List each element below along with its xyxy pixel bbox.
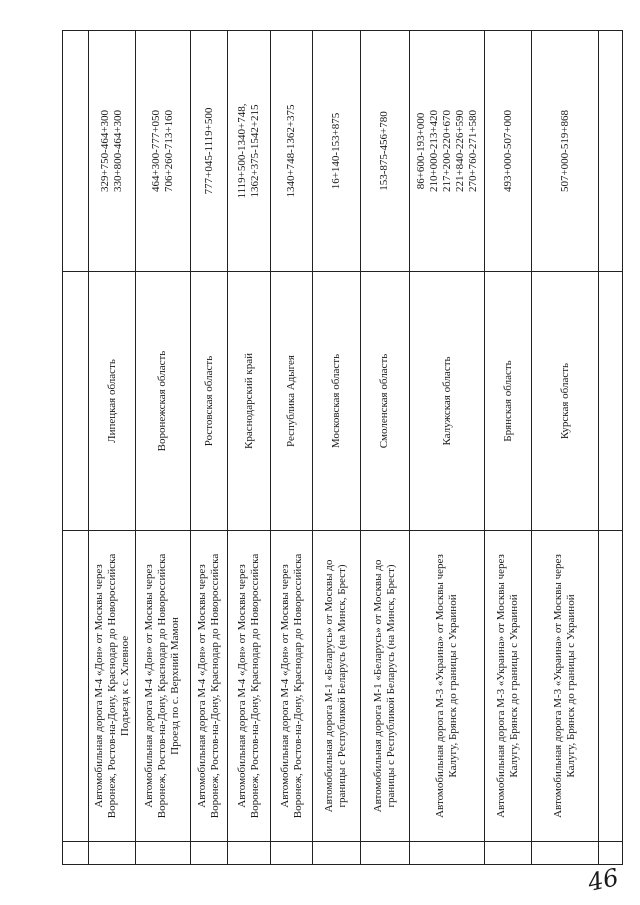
road-name-cell xyxy=(135,531,190,842)
km-range-line: 507+000-519+868 xyxy=(558,109,571,193)
km-range-line: 464+300-777+050 xyxy=(149,109,162,193)
road-name-line: Калугу, Брянск до границы с Украиной xyxy=(565,594,578,778)
table-row xyxy=(135,31,190,865)
km-range-line: 330+800-464+300 xyxy=(112,109,125,193)
km-range-cell xyxy=(271,31,313,272)
road-name-line: Автомобильная дорога М-4 «Дон» от Москвы через xyxy=(196,564,209,808)
road-name-line: Автомобильная дорога М-4 «Дон» от Москвы через xyxy=(278,564,291,808)
row-number-cell xyxy=(410,842,485,865)
km-range-line: 217+200-220+670 xyxy=(440,109,453,193)
table-row xyxy=(532,31,598,865)
km-range-line: 1362+375-1542+215 xyxy=(249,104,262,198)
rotated-table-frame xyxy=(62,30,623,865)
road-name-line: Автомобильная дорога М-3 «Украина» от Москвы через xyxy=(495,554,508,818)
row-number-cell xyxy=(532,842,598,865)
row-number-cell xyxy=(135,842,190,865)
road-name-cell xyxy=(360,531,410,842)
road-name-line: Воронеж, Ростов-на-Дону, Краснодар до Новороссийска xyxy=(105,553,118,819)
region-cell: Брянская область xyxy=(485,272,532,531)
km-range-cell xyxy=(228,31,271,272)
road-name-line: Автомобильная дорога М-3 «Украина» от Москвы через xyxy=(434,554,447,818)
km-range-cell xyxy=(485,31,532,272)
road-name-cell xyxy=(313,531,360,842)
road-name-line: границы с Республикой Беларусь (на Минск, Брест) xyxy=(384,564,397,808)
km-range-cell xyxy=(532,31,598,272)
km-range-cell xyxy=(190,31,227,272)
region-cell: Московская область xyxy=(313,272,360,531)
km-range-line: 706+260-713+160 xyxy=(162,109,175,193)
table-row xyxy=(360,31,410,865)
km-range-cell xyxy=(313,31,360,272)
road-name-line: Автомобильная дорога М-4 «Дон» от Москвы через xyxy=(92,564,105,808)
road-name-cell xyxy=(228,531,271,842)
row-number-cell xyxy=(228,842,271,865)
road-name-line: Автомобильная дорога М-3 «Украина» от Москвы через xyxy=(552,554,565,818)
region-cell: Курская область xyxy=(532,272,598,531)
region-cell: Краснодарский край xyxy=(228,272,271,531)
roads-table xyxy=(62,30,623,865)
table-row-bottom-stub xyxy=(598,31,622,865)
region-cell: Республика Адыгея xyxy=(271,272,313,531)
road-name-line: границы с Республикой Беларусь (на Минск, Брест) xyxy=(336,564,349,808)
table-row xyxy=(313,31,360,865)
road-name-cell xyxy=(410,531,485,842)
table-row xyxy=(485,31,532,865)
row-number-cell xyxy=(360,842,410,865)
road-name-line: Воронеж, Ростов-на-Дону, Краснодар до Новороссийска xyxy=(249,553,262,819)
km-range-line: 1119+500-1340+748, xyxy=(236,103,249,199)
km-range-line: 777+045-1119+500 xyxy=(202,107,215,195)
road-name-line: Калугу, Брянск до границы с Украиной xyxy=(508,594,521,778)
road-name-line: Воронеж, Ростов-на-Дону, Краснодар до Новороссийска xyxy=(156,553,169,819)
road-name-line: Калугу, Брянск до границы с Украиной xyxy=(447,594,460,778)
km-range-cell xyxy=(135,31,190,272)
table-row-top-stub xyxy=(63,31,89,865)
row-number-cell xyxy=(89,842,135,865)
row-number-cell xyxy=(190,842,227,865)
road-name-cell xyxy=(485,531,532,842)
handwritten-page-number: 46 xyxy=(585,863,622,897)
region-cell: Воронежская область xyxy=(135,272,190,531)
row-number-cell xyxy=(485,842,532,865)
road-name-line: Воронеж, Ростов-на-Дону, Краснодар до Новороссийска xyxy=(291,553,304,819)
km-range-cell xyxy=(360,31,410,272)
km-range-line: 270+760-271+580 xyxy=(466,109,479,193)
km-range-line: 221+840-226+590 xyxy=(453,109,466,193)
km-range-line: 86+600-193+000 xyxy=(414,112,427,190)
road-name-cell xyxy=(190,531,227,842)
km-range-line: 16+140-153+875 xyxy=(329,112,342,190)
region-cell: Ростовская область xyxy=(190,272,227,531)
km-range-line: 329+750-464+300 xyxy=(99,109,112,193)
region-cell: Смоленская область xyxy=(360,272,410,531)
road-name-line: Автомобильная дорога М-1 «Беларусь» от Москвы до xyxy=(323,559,336,813)
km-range-line: 210+000-213+420 xyxy=(427,109,440,193)
page-content xyxy=(62,30,623,865)
km-range-cell xyxy=(410,31,485,272)
region-cell: Калужская область xyxy=(410,272,485,531)
km-range-line: 1340+748-1362+375 xyxy=(285,104,298,198)
road-name-line: Подъезд к с. Хлевное xyxy=(118,635,131,737)
row-number-cell xyxy=(313,842,360,865)
region-cell: Липецкая область xyxy=(89,272,135,531)
table-row xyxy=(190,31,227,865)
table-row xyxy=(89,31,135,865)
road-name-line: Автомобильная дорога М-1 «Беларусь» от Москвы до xyxy=(371,559,384,813)
road-name-cell xyxy=(89,531,135,842)
table-row xyxy=(271,31,313,865)
km-range-cell xyxy=(89,31,135,272)
km-range-line: 493+000-507+000 xyxy=(501,109,514,193)
road-name-line: Автомобильная дорога М-4 «Дон» от Москвы через xyxy=(143,564,156,808)
row-number-cell xyxy=(271,842,313,865)
road-name-line: Воронеж, Ростов-на-Дону, Краснодар до Новороссийска xyxy=(209,553,222,819)
road-name-line: Проезд по с. Верхний Мамон xyxy=(169,617,182,755)
road-name-cell xyxy=(271,531,313,842)
table-row xyxy=(410,31,485,865)
table-row xyxy=(228,31,271,865)
road-name-line: Автомобильная дорога М-4 «Дон» от Москвы через xyxy=(236,564,249,808)
road-name-cell xyxy=(532,531,598,842)
km-range-line: 153-875-456+780 xyxy=(378,111,391,191)
